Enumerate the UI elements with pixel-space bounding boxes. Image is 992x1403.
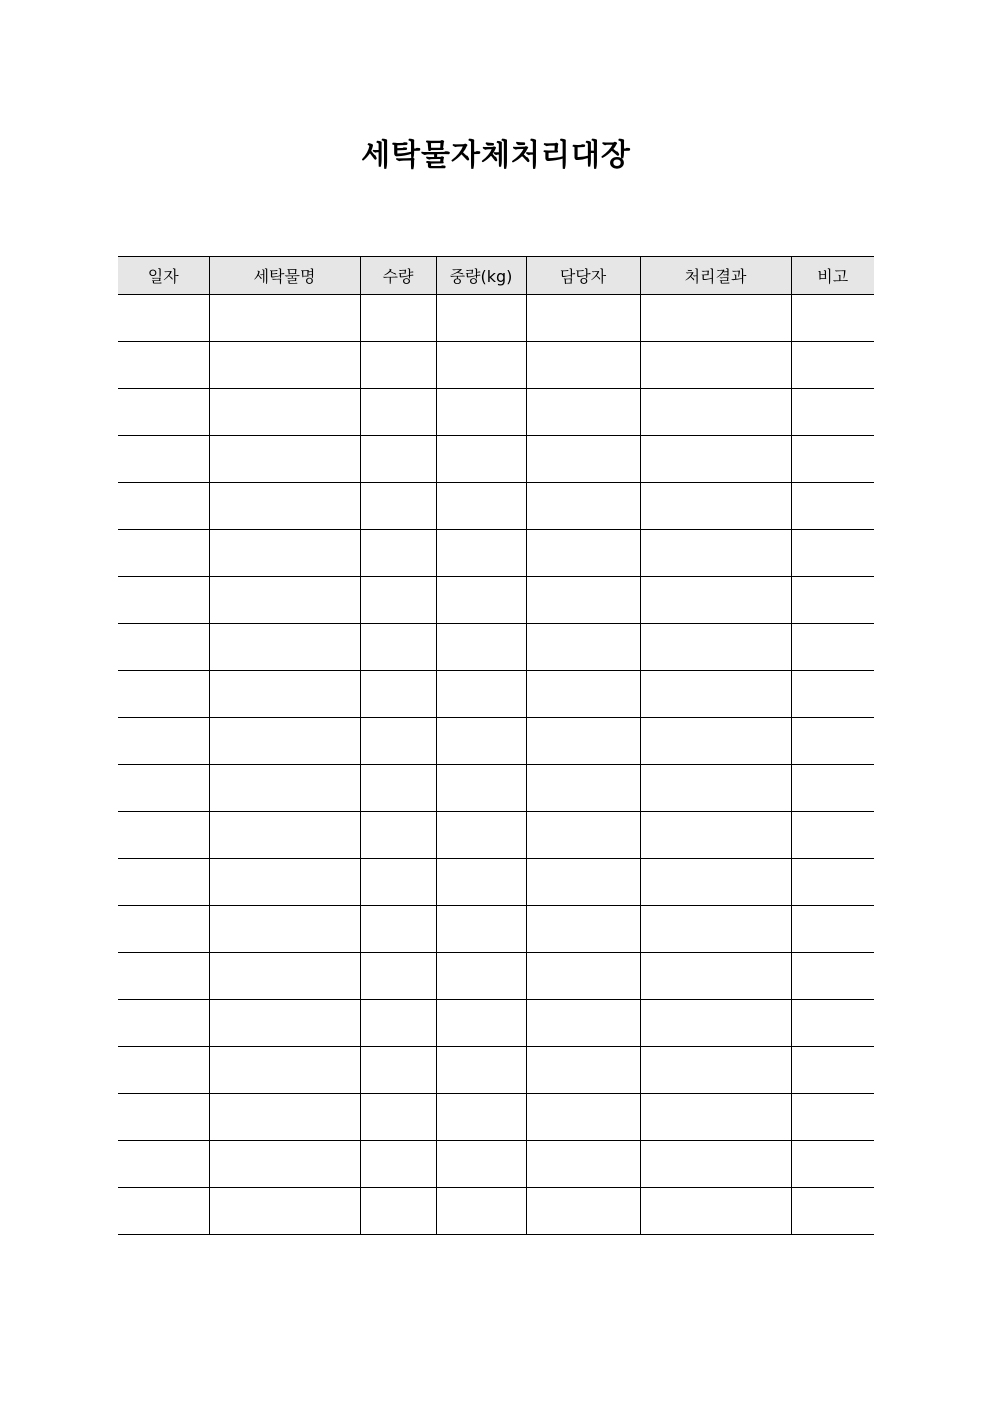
cell-person-in-charge[interactable] [526,859,640,906]
cell-result[interactable] [640,671,791,718]
cell-person-in-charge[interactable] [526,765,640,812]
table-row [118,1047,874,1094]
cell-person-in-charge[interactable] [526,812,640,859]
cell-person-in-charge[interactable] [526,577,640,624]
cell-result[interactable] [640,342,791,389]
cell-remarks[interactable] [791,906,874,953]
cell-result[interactable] [640,483,791,530]
cell-date[interactable] [118,530,209,577]
table-row [118,765,874,812]
table-row [118,1094,874,1141]
cell-result[interactable] [640,765,791,812]
cell-item-name[interactable] [209,718,360,765]
cell-result[interactable] [640,1094,791,1141]
cell-quantity[interactable] [360,1094,436,1141]
cell-result[interactable] [640,624,791,671]
table-row [118,1000,874,1047]
cell-quantity[interactable] [360,342,436,389]
table-row [118,483,874,530]
cell-date[interactable] [118,483,209,530]
cell-person-in-charge[interactable] [526,1188,640,1235]
cell-weight[interactable] [436,1188,526,1235]
cell-quantity[interactable] [360,812,436,859]
cell-weight[interactable] [436,295,526,342]
cell-date[interactable] [118,953,209,1000]
cell-quantity[interactable] [360,765,436,812]
cell-weight[interactable] [436,530,526,577]
table-row [118,953,874,1000]
laundry-ledger-table [118,256,874,1235]
table-row [118,859,874,906]
cell-person-in-charge[interactable] [526,624,640,671]
cell-result[interactable] [640,295,791,342]
cell-date[interactable] [118,624,209,671]
cell-item-name[interactable] [209,577,360,624]
cell-weight[interactable] [436,812,526,859]
cell-person-in-charge[interactable] [526,718,640,765]
cell-date[interactable] [118,1188,209,1235]
cell-result[interactable] [640,1000,791,1047]
column-header-person-in-charge: 담당자 [526,257,640,295]
cell-item-name[interactable] [209,859,360,906]
header-row [118,257,874,295]
ledger-body [118,295,874,1235]
column-header-date: 일자 [118,257,209,295]
cell-person-in-charge[interactable] [526,483,640,530]
cell-item-name[interactable] [209,342,360,389]
cell-remarks[interactable] [791,859,874,906]
table-row [118,906,874,953]
cell-date[interactable] [118,436,209,483]
cell-item-name[interactable] [209,1141,360,1188]
table-row [118,342,874,389]
cell-quantity[interactable] [360,718,436,765]
column-header-item-name: 세탁물명 [209,257,360,295]
cell-weight[interactable] [436,436,526,483]
table-row [118,577,874,624]
cell-remarks[interactable] [791,295,874,342]
cell-quantity[interactable] [360,483,436,530]
cell-item-name[interactable] [209,1000,360,1047]
cell-weight[interactable] [436,389,526,436]
cell-quantity[interactable] [360,671,436,718]
cell-item-name[interactable] [209,389,360,436]
cell-weight[interactable] [436,1047,526,1094]
cell-item-name[interactable] [209,1188,360,1235]
cell-quantity[interactable] [360,530,436,577]
table-row [118,530,874,577]
cell-date[interactable] [118,342,209,389]
cell-date[interactable] [118,577,209,624]
cell-date[interactable] [118,765,209,812]
column-header-weight: 중량(kg) [436,257,526,295]
cell-result[interactable] [640,577,791,624]
cell-person-in-charge[interactable] [526,906,640,953]
column-header-remarks: 비고 [791,257,874,295]
cell-quantity[interactable] [360,1047,436,1094]
cell-quantity[interactable] [360,1141,436,1188]
cell-item-name[interactable] [209,295,360,342]
cell-remarks[interactable] [791,389,874,436]
cell-person-in-charge[interactable] [526,342,640,389]
cell-item-name[interactable] [209,906,360,953]
cell-weight[interactable] [436,1094,526,1141]
cell-weight[interactable] [436,906,526,953]
cell-quantity[interactable] [360,389,436,436]
column-header-result: 처리결과 [640,257,791,295]
cell-item-name[interactable] [209,812,360,859]
cell-remarks[interactable] [791,436,874,483]
cell-date[interactable] [118,295,209,342]
cell-date[interactable] [118,718,209,765]
cell-weight[interactable] [436,1000,526,1047]
cell-remarks[interactable] [791,812,874,859]
cell-weight[interactable] [436,342,526,389]
cell-quantity[interactable] [360,295,436,342]
table-row [118,295,874,342]
cell-date[interactable] [118,1094,209,1141]
cell-item-name[interactable] [209,483,360,530]
table-row [118,436,874,483]
table-row [118,1141,874,1188]
cell-result[interactable] [640,436,791,483]
column-header-quantity: 수량 [360,257,436,295]
cell-remarks[interactable] [791,1047,874,1094]
cell-weight[interactable] [436,671,526,718]
cell-result[interactable] [640,812,791,859]
cell-result[interactable] [640,906,791,953]
cell-item-name[interactable] [209,436,360,483]
cell-person-in-charge[interactable] [526,1141,640,1188]
cell-remarks[interactable] [791,1094,874,1141]
cell-person-in-charge[interactable] [526,1094,640,1141]
cell-person-in-charge[interactable] [526,436,640,483]
cell-remarks[interactable] [791,483,874,530]
cell-result[interactable] [640,1188,791,1235]
cell-item-name[interactable] [209,1047,360,1094]
cell-person-in-charge[interactable] [526,295,640,342]
cell-person-in-charge[interactable] [526,671,640,718]
cell-date[interactable] [118,389,209,436]
cell-date[interactable] [118,1141,209,1188]
cell-person-in-charge[interactable] [526,1000,640,1047]
cell-result[interactable] [640,718,791,765]
cell-quantity[interactable] [360,1188,436,1235]
cell-person-in-charge[interactable] [526,953,640,1000]
cell-weight[interactable] [436,953,526,1000]
cell-result[interactable] [640,530,791,577]
cell-remarks[interactable] [791,577,874,624]
cell-item-name[interactable] [209,530,360,577]
cell-person-in-charge[interactable] [526,530,640,577]
cell-date[interactable] [118,859,209,906]
cell-weight[interactable] [436,624,526,671]
table-row [118,389,874,436]
cell-date[interactable] [118,1000,209,1047]
cell-weight[interactable] [436,765,526,812]
cell-item-name[interactable] [209,953,360,1000]
cell-person-in-charge[interactable] [526,389,640,436]
cell-remarks[interactable] [791,530,874,577]
cell-weight[interactable] [436,577,526,624]
cell-date[interactable] [118,671,209,718]
cell-item-name[interactable] [209,671,360,718]
cell-quantity[interactable] [360,1000,436,1047]
table-row [118,624,874,671]
cell-weight[interactable] [436,1141,526,1188]
table-row [118,1188,874,1235]
cell-quantity[interactable] [360,953,436,1000]
cell-quantity[interactable] [360,436,436,483]
cell-item-name[interactable] [209,765,360,812]
cell-remarks[interactable] [791,1000,874,1047]
cell-item-name[interactable] [209,1094,360,1141]
cell-weight[interactable] [436,718,526,765]
cell-weight[interactable] [436,483,526,530]
cell-remarks[interactable] [791,765,874,812]
table-row [118,718,874,765]
cell-result[interactable] [640,859,791,906]
cell-quantity[interactable] [360,577,436,624]
cell-remarks[interactable] [791,953,874,1000]
cell-quantity[interactable] [360,859,436,906]
cell-result[interactable] [640,953,791,1000]
cell-result[interactable] [640,389,791,436]
cell-date[interactable] [118,812,209,859]
cell-remarks[interactable] [791,718,874,765]
cell-remarks[interactable] [791,1188,874,1235]
cell-person-in-charge[interactable] [526,1047,640,1094]
cell-result[interactable] [640,1141,791,1188]
page-title: 세탁물자체처리대장 [361,138,631,173]
cell-remarks[interactable] [791,342,874,389]
cell-result[interactable] [640,1047,791,1094]
cell-quantity[interactable] [360,906,436,953]
cell-remarks[interactable] [791,624,874,671]
cell-quantity[interactable] [360,624,436,671]
table-row [118,671,874,718]
cell-remarks[interactable] [791,671,874,718]
cell-weight[interactable] [436,859,526,906]
cell-date[interactable] [118,1047,209,1094]
cell-item-name[interactable] [209,624,360,671]
table-row [118,812,874,859]
cell-date[interactable] [118,906,209,953]
cell-remarks[interactable] [791,1141,874,1188]
